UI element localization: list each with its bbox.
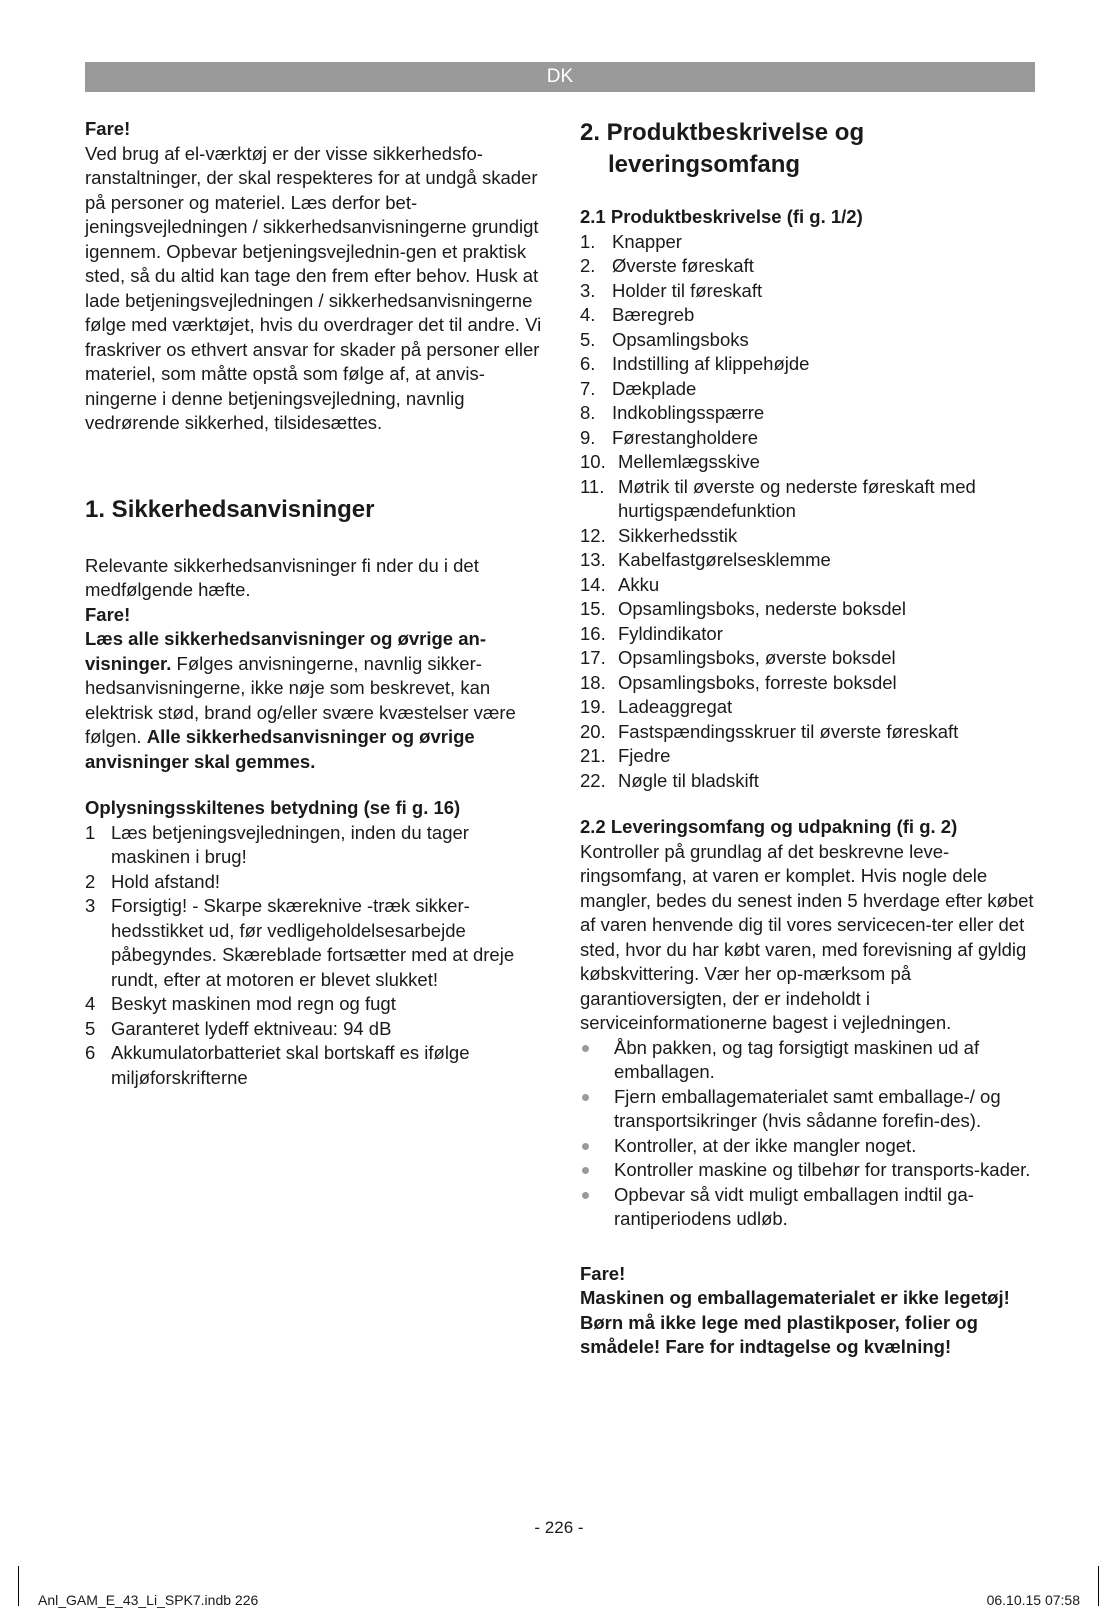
parts-list — [580, 230, 1035, 794]
list-item: 2 Hold afstand! — [85, 870, 221, 892]
list-item: Åbn pakken, og tag forsigtigt maskinen ud af emballagen. — [580, 1036, 1035, 1085]
warning-bold-2: Alle sikkerhedsanvisninger og øvrige anvisninger skal gemmes. — [85, 726, 475, 772]
language-label: DK — [546, 66, 574, 87]
list-item: 1. Knapper — [580, 230, 682, 252]
bullet-icon — [580, 1036, 614, 1085]
list-item: 17. Opsamlingsboks, øverste boksdel — [580, 647, 896, 668]
warning-title: Fare! — [85, 118, 131, 139]
subsection-2-2-title: 2.2 Leveringsomfang og udpakning (fi g. 2) — [580, 816, 958, 837]
signs-list — [85, 821, 545, 1091]
left-column — [85, 117, 545, 1090]
section-2-title — [580, 117, 1035, 181]
list-item: 13. Kabelfastgørelsesklemme — [580, 549, 831, 570]
list-item: 12. Sikkerhedsstik — [580, 524, 738, 546]
bullet-icon — [580, 1085, 614, 1134]
subsection-2-1-title: 2.1 Produktbeskrivelse (fi g. 1/2) — [580, 206, 863, 227]
section-2-title-line-1: 2. Produktbeskrivelse og — [580, 119, 865, 146]
section-2-title-line-2: leveringsomfang — [608, 151, 801, 178]
list-item: 16. Fyldindikator — [580, 622, 723, 644]
list-item: 6 Akkumulatorbatteriet skal bortskaff es ifølge miljøforskrifterne — [85, 1042, 470, 1088]
warning-title-2: Fare! — [85, 603, 131, 625]
warning-body-2: Følges anvisningerne, navnlig sikker-hedsanvisningerne, ikke nøje som beskrevet, kan elektrisk stød, brand og/eller svære kvæstelser være følgen. — [85, 652, 516, 747]
right-column — [580, 117, 1035, 1360]
list-item: 5 Garanteret lydeff ektniveau: 94 dB — [85, 1017, 392, 1039]
signs-title: Oplysningsskiltenes betydning (se fi g. 16) — [85, 797, 461, 818]
list-item: Fjern emballagematerialet samt emballage-/ og transportsikringer (hvis sådanne forefin-des). — [580, 1085, 1035, 1134]
list-item: 9. Førestangholdere — [580, 426, 759, 448]
bullet-icon — [580, 1134, 614, 1159]
footer-datetime: 06.10.15 07:58 — [986, 1592, 1080, 1608]
warning-text-3: Maskinen og emballagematerialet er ikke legetøj! Børn må ikke lege med plastikposer, folier og smådele! Fare for indtagelse og kvælning! — [580, 1287, 1010, 1357]
unpacking-bullets — [580, 1036, 1035, 1232]
list-item: Kontroller, at der ikke mangler noget. — [580, 1134, 1035, 1159]
list-item: 11. Møtrik til øverste og nederste føreskaft med hurtigspændefunktion — [580, 475, 976, 521]
section-1-intro: Relevante sikkerhedsanvisninger fi nder du i det medfølgende hæfte. — [85, 554, 479, 600]
language-header-bar — [85, 62, 1035, 92]
footer-file-name: Anl_GAM_E_43_Li_SPK7.indb 226 — [38, 1592, 259, 1608]
list-item: 3. Holder til føreskaft — [580, 279, 763, 301]
list-item: 15. Opsamlingsboks, nederste boksdel — [580, 598, 906, 619]
page-number: - 226 - — [534, 1518, 584, 1537]
crop-mark-left — [18, 1566, 19, 1606]
warning-text-2 — [85, 627, 545, 774]
list-item: 18. Opsamlingsboks, forreste boksdel — [580, 671, 897, 693]
list-item: 2. Øverste føreskaft — [580, 255, 754, 276]
list-item: 14. Akku — [580, 573, 660, 595]
list-item: 22. Nøgle til bladskift — [580, 769, 759, 791]
list-item: 10. Mellemlægsskive — [580, 451, 760, 472]
subsection-2-2-text: Kontroller på grundlag af det beskrevne leve-ringsomfang, at varen er komplet. Hvis nogle dele mangler, bedes du senest inden 5 hverdage efter købet af varen henvende dig til vores servicecen-ter eller det sted, hvor du har købt varen, med forevisning af gyldig købskvittering. Vær her op-mærksom på garantioversigten, der er indeholdt i serviceinformationerne bagest i vejledningen. — [580, 840, 1034, 1033]
list-item: 7. Dækplade — [580, 377, 697, 399]
list-item: Opbevar så vidt muligt emballagen indtil ga-rantiperiodens udløb. — [580, 1183, 1035, 1232]
section-1-title: 1. Sikkerhedsanvisninger — [85, 495, 375, 523]
list-item: 19. Ladeaggregat — [580, 696, 733, 717]
list-item: Kontroller maskine og tilbehør for transports-kader. — [580, 1158, 1035, 1183]
warning-bold-1: Læs alle sikkerhedsanvisninger og øvrige an-visninger. — [85, 628, 486, 674]
bullet-icon — [580, 1183, 614, 1232]
list-item: 4 Beskyt maskinen mod regn og fugt — [85, 993, 396, 1014]
list-item: 1 Læs betjeningsvejledningen, inden du tager maskinen i brug! — [85, 821, 469, 867]
list-item: 21. Fjedre — [580, 745, 671, 766]
list-item: 8. Indkoblingsspærre — [580, 402, 765, 423]
bullet-icon — [580, 1158, 614, 1183]
warning-title-3: Fare! — [580, 1262, 626, 1284]
crop-mark-right — [1098, 1566, 1099, 1606]
list-item: 4. Bæregreb — [580, 304, 695, 325]
list-item: 5. Opsamlingsboks — [580, 328, 749, 350]
list-item: 20. Fastspændingsskruer til øverste føreskaft — [580, 720, 959, 742]
list-item: 3 Forsigtig! - Skarpe skæreknive -træk sikker-hedsstikket ud, før vedligeholdelsesarbejde påbegyndes. Skæreblade fortsætter med at dreje rundt, efter at motoren er blevet slukket! — [85, 895, 515, 990]
warning-text: Ved brug af el-værktøj er der visse sikkerhedsfo-ranstaltninger, der skal respekteres for at undgå skader på personer og materiel. Læs derfor bet-jeningsvejledningen / sikkerhedsanvisningerne grundigt igennem. Opbevar betjeningsvejlednin-gen et praktisk sted, så du altid kan tage den frem efter behov. Husk at lade betjeningsvejledningen / sikkerhedsanvisningerne følge med værktøjet, hvis du overdrager det til andre. Vi fraskriver os ethvert ansvar for skader på personer eller materiel, som måtte opstå som følge af, at anvis-ningerne i denne betjeningsvejledning, navnlig vedrørende sikkerhed, tilsidesættes. — [85, 142, 542, 433]
list-item: 6. Indstilling af klippehøjde — [580, 353, 810, 374]
